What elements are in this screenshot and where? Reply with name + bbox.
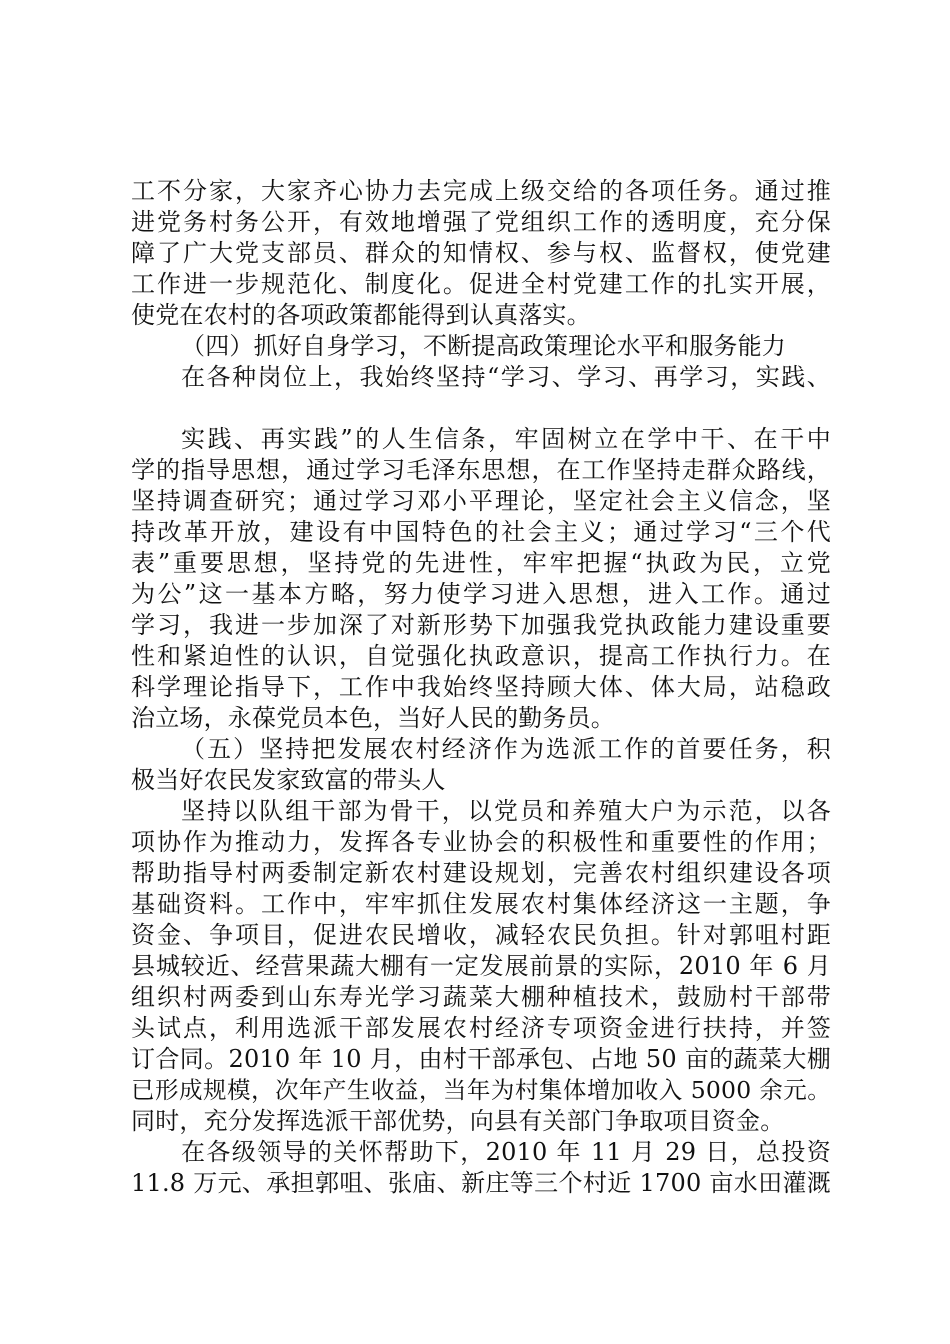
text-line: 同时，充分发挥选派干部优势，向县有关部门争取项目资金。: [131, 1107, 785, 1135]
paragraph-start-line: 坚持以队组干部为骨干，以党员和养殖大户为示范，以各: [181, 797, 831, 825]
text-line: 已形成规模，次年产生收益，当年为村集体增加收入 5000 余元。: [131, 1076, 831, 1104]
text-line: 表”重要思想，坚持党的先进性，牢牢把握“执政为民，立党: [131, 549, 831, 577]
text-line: 使党在农村的各项政策都能得到认真落实。: [131, 301, 591, 329]
text-line: 进党务村务公开，有效地增强了党组织工作的透明度，充分保: [131, 208, 831, 236]
section-heading-4: （四）抓好自身学习，不断提高政策理论水平和服务能力: [181, 332, 786, 360]
text-line: 组织村两委到山东寿光学习蔬菜大棚种植技术，鼓励村干部带: [131, 983, 831, 1011]
section-heading-5: （五）坚持把发展农村经济作为选派工作的首要任务，积: [181, 735, 831, 763]
text-line: 项协作为推动力，发挥各专业协会的积极性和重要性的作用；: [131, 828, 831, 856]
text-line: 科学理论指导下，工作中我始终坚持顾大体、体大局，站稳政: [131, 673, 831, 701]
text-line: 工作进一步规范化、制度化。促进全村党建工作的扎实开展，: [131, 270, 831, 298]
text-line: 头试点，利用选派干部发展农村经济专项资金进行扶持，并签: [131, 1014, 831, 1042]
text-line: 坚持调查研究；通过学习邓小平理论，坚定社会主义信念，坚: [131, 487, 831, 515]
text-line: 县城较近、经营果蔬大棚有一定发展前景的实际，2010 年 6 月: [131, 952, 831, 980]
text-line: 学习，我进一步加深了对新形势下加强我党执政能力建设重要: [131, 611, 831, 639]
text-line: 工不分家，大家齐心协力去完成上级交给的各项任务。通过推: [131, 177, 831, 205]
text-line: 订合同。2010 年 10 月，由村干部承包、占地 50 亩的蔬菜大棚: [131, 1045, 831, 1073]
text-line: 障了广大党支部员、群众的知情权、参与权、监督权，使党建: [131, 239, 831, 267]
text-line: 持改革开放，建设有中国特色的社会主义；通过学习“三个代: [131, 518, 831, 546]
paragraph-start-line: 在各种岗位上，我始终坚持“学习、学习、再学习，实践、: [181, 363, 831, 391]
text-line: 资金、争项目，促进农民增收，减轻农民负担。针对郭咀村距: [131, 921, 831, 949]
text-line: 基础资料。工作中，牢牢抓住发展农村集体经济这一主题，争: [131, 890, 831, 918]
text-line: 11.8 万元、承担郭咀、张庙、新庄等三个村近 1700 亩水田灌溉: [131, 1169, 831, 1197]
section-heading-5-continued: 极当好农民发家致富的带头人: [131, 766, 446, 794]
text-line: 性和紧迫性的认识，自觉强化执政意识，提高工作执行力。在: [131, 642, 831, 670]
text-line: 学的指导思想，通过学习毛泽东思想，在工作坚持走群众路线，: [131, 456, 831, 484]
text-line: 为公”这一基本方略，努力使学习进入思想，进入工作。通过: [131, 580, 831, 608]
paragraph-start-line: 在各级领导的关怀帮助下，2010 年 11 月 29 日，总投资: [181, 1138, 831, 1166]
text-line: 帮助指导村两委制定新农村建设规划，完善农村组织建设各项: [131, 859, 831, 887]
text-line: 治立场，永葆党员本色，当好人民的勤务员。: [131, 704, 615, 732]
paragraph-start-line: 实践、再实践”的人生信条，牢固树立在学中干、在干中: [181, 425, 831, 453]
